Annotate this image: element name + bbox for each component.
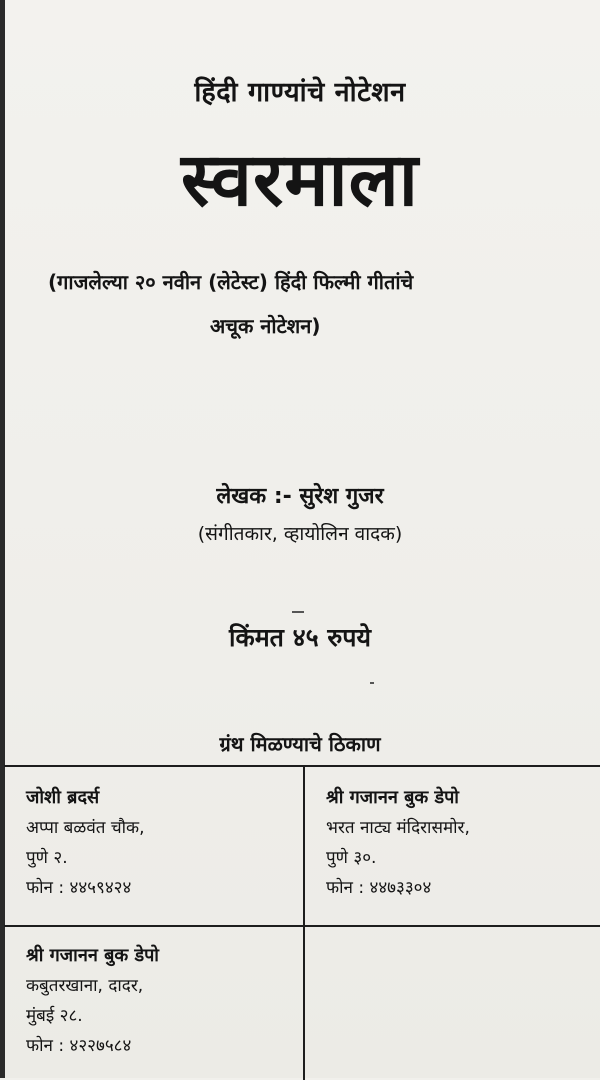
address-table — [4, 765, 600, 1080]
author-role: (संगीतकार, व्हायोलिन वादक) — [197, 523, 403, 545]
book-description-line-2: अचूक नोटेशन) — [210, 314, 321, 338]
book-subtitle: हिंदी गाण्यांचे नोटेशन — [194, 77, 406, 108]
address-line: कबुतरखाना, दादर, — [26, 976, 144, 996]
print-speck — [292, 611, 304, 613]
table-divider-vertical — [303, 767, 305, 1080]
address-cell — [326, 783, 470, 903]
table-divider-horizontal — [4, 925, 600, 927]
print-speck — [370, 682, 374, 684]
address-cell — [26, 783, 145, 903]
address-line: भरत नाट्य मंदिरासमोर, — [326, 818, 470, 838]
phone-number: फोन : ४२२७५८४ — [26, 1036, 132, 1056]
address-line: अप्पा बळवंत चौक, — [26, 818, 145, 838]
address-city: पुणे ३०. — [326, 848, 377, 868]
address-cell — [26, 941, 159, 1061]
address-city: पुणे २. — [26, 848, 68, 868]
address-city: मुंबई २८. — [26, 1006, 83, 1026]
book-title: स्वरमाला — [181, 137, 419, 223]
book-description-line-1: (गाजलेल्या २० नवीन (लेटेस्ट) हिंदी फिल्मी गीतांचे — [48, 270, 414, 294]
phone-number: फोन : ४४५९४२४ — [26, 878, 132, 898]
address-heading: ग्रंथ मिळण्याचे ठिकाण — [219, 732, 381, 756]
book-price: किंमत ४५ रुपये — [229, 623, 371, 652]
shop-name: जोशी ब्रदर्स — [26, 787, 100, 808]
author-name: लेखक :- सुरेश गुजर — [216, 484, 384, 509]
shop-name: श्री गजानन बुक डेपो — [326, 787, 459, 808]
shop-name: श्री गजानन बुक डेपो — [26, 945, 159, 966]
phone-number: फोन : ४४७३३०४ — [326, 878, 432, 898]
